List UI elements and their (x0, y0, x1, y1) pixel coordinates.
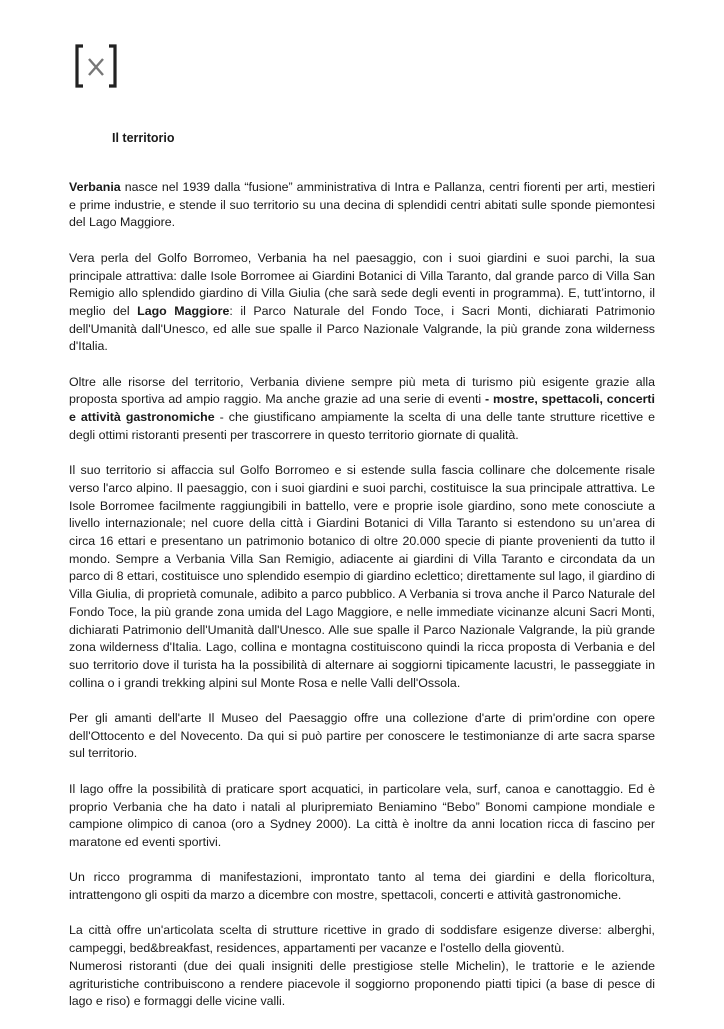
paragraph-text: Oltre alle risorse del territorio, Verbania diviene sempre più meta di turismo più esigente grazie alla proposta sportiva ad ampio raggio. Ma anche grazie ad una serie di eventi (69, 374, 655, 407)
paragraph-arte: Per gli amanti dell'arte Il Museo del Paesaggio offre una collezione d'arte di prim'ordine con opere dell'Ottocento e del Novecento. Da qui si può partire per conoscere le testimonianze di arte sacra sparse sul territorio. (69, 711, 655, 761)
paragraph-turismo (69, 374, 655, 445)
paragraph-manifestazioni: Un ricco programma di manifestazioni, improntato tanto al tema dei giardini e della floricoltura, intrattengono gli ospiti da marzo a dicembre con mostre, spettacoli, concerti e attività gastronomiche. (69, 870, 655, 903)
page-title: Il territorio (112, 131, 175, 145)
paragraph-text: : il Parco Naturale del Fondo Toce, i Sacri Monti, dichiarati Patrimonio dell'Umanità dall'Unesco, ed alle sue spalle il Parco Nazionale Valgrande, la più grande zona wilderness d'Italia. (69, 303, 655, 354)
paragraph-text: nasce nel 1939 dalla “fusione” amministrativa di Intra e Pallanza, centri fiorenti per arti, mestieri e prime industrie, e stende il suo territorio su una decina di splendidi centri abitati sulle sponde piemontesi del Lago Maggiore. (69, 180, 655, 230)
paragraph-text: - che giustificano ampiamente la scelta di una delle tante strutture ricettive e degli ottimi ristoranti presenti per trascorrere in questo territorio giornate di qualità. (69, 410, 655, 442)
bracket-x-icon (74, 44, 118, 88)
paragraph-golfo-borromeo (69, 250, 655, 356)
bold-lago-maggiore: Lago Maggiore (137, 303, 230, 318)
paragraph-text: Vera perla del Golfo Borromeo, Verbania ha nel paesaggio, con i suoi giardini e suoi parchi, la sua principale attrattiva: dalle Isole Borromee ai Giardini Botanici di Villa Taranto, dal grande parco di Villa San Remigio allo splendido giardino di Villa Giulia (che sarà sede degli eventi in programma). E, tutt’intorno, il meglio del (69, 250, 655, 318)
document-body (69, 179, 655, 1029)
bold-verbania: Verbania (69, 180, 121, 194)
paragraph-verbania-intro (69, 179, 655, 232)
paragraph-strutture: La città offre un'articolata scelta di strutture ricettive in grado di soddisfare esigenze diverse: alberghi, campeggi, bed&breakfast, residences, appartamenti per vacanze e l'ostello della gioventù. (69, 923, 655, 956)
paragraph-sport: Il lago offre la possibilità di praticare sport acquatici, in particolare vela, surf, canoa e canottaggio. Ed è proprio Verbania che ha dato i natali al pluripremiato Beniamino “Bebo” Bonomi campione mondiale e campione olimpico di canoa (oro a Sydney 2000). La città è inoltre da anni location ricca di fascino per maratone ed eventi sportivi. (69, 781, 655, 849)
paragraph-ristoranti: Numerosi ristoranti (due dei quali insigniti delle prestigiose stelle Michelin), le trattorie e le aziende agrituristiche contribuiscono a rendere piacevole il soggiorno proponendo piatti tipici (a base di pesce di lago e riso) e formaggi delle vicine valli. (69, 958, 655, 1009)
bold-eventi: - mostre, spettacoli, concerti e attività gastronomiche (69, 392, 655, 425)
paragraph-territorio: Il suo territorio si affaccia sul Golfo Borromeo e si estende sulla fascia collinare che dolcemente risale verso l'arco alpino. Il paesaggio, con i suoi giardini e suoi parchi, costituisce la sua principale attrattiva. Le Isole Borromee facilmente raggiungibili in battello, vere e proprie isole giardino, sono mete conosciute a livello internazionale; nel cuore della città i Giardini Botanici di Villa Taranto si estendono su un’area di circa 16 ettari e presentano un patrimonio botanico di oltre 20.000 specie di piante provenienti da tutto il mondo. Sempre a Verbania Villa San Remigio, adiacente ai giardini di Villa Taranto e circondata da un parco di 8 ettari, costituisce uno splendido esempio di giardino eclettico; direttamente sul lago, il giardino di Villa Giulia, di proprietà comunale, adibito a parco pubblico. A Verbania si trova anche il Parco Naturale del Fondo Toce, la più grande zona umida del Lago Maggiore, e nelle immediate vicinanze alcuni Sacri Monti, dichiarati Patrimonio dell'Umanità dall'Unesco. Alle sue spalle il Parco Nazionale Valgrande, la più grande zona wilderness d'Italia. Lago, collina e montagna costituiscono quindi la ricca proposta di Verbania e del suo territorio dove il turista ha la possibilità di alternare ai soggiorni tipicamente lacustri, le passeggiate in collina o i grandi trekking alpini sul Monte Rosa e nelle Valli dell'Ossola. (69, 463, 655, 690)
bracket-x-logo (74, 44, 118, 88)
